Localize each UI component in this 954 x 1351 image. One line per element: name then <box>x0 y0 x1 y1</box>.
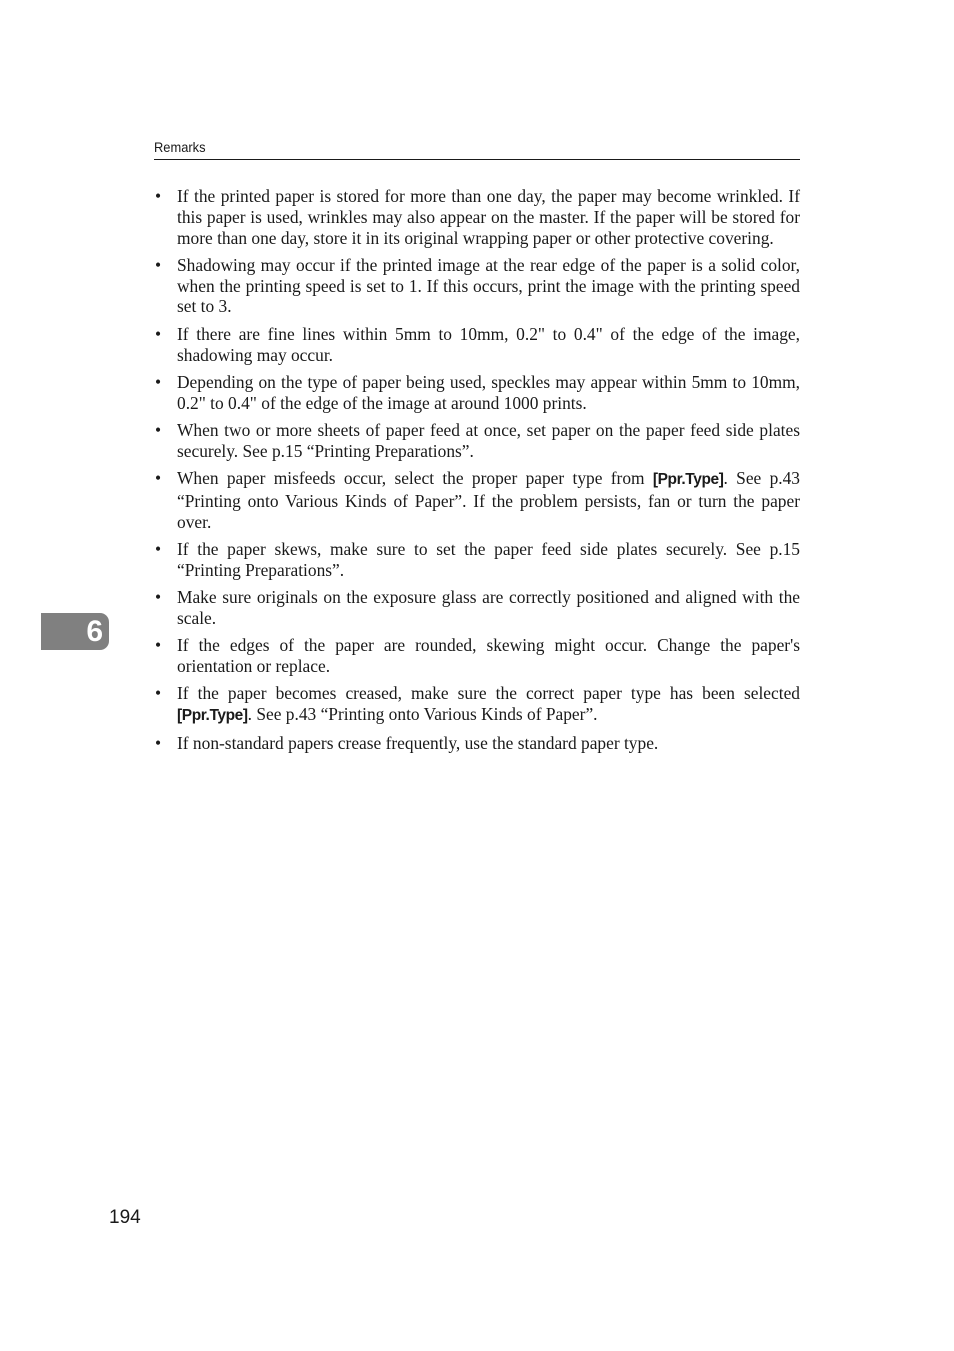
bullet-icon: • <box>155 323 162 344</box>
list-item-text-start: When paper misfeeds occur, select the proper paper type from <box>177 468 653 489</box>
section-title: Remarks <box>154 139 206 155</box>
list-item-text: When two or more sheets of paper feed at once, set paper on the paper feed side plates securely. See p.15 “Printing Preparations”. <box>177 419 800 461</box>
key-label-ppr-type: [Ppr.Type] <box>652 471 724 489</box>
list-item-text: If non-standard papers crease frequently, use the standard paper type. <box>177 733 659 754</box>
list-item <box>154 324 800 366</box>
list-item <box>154 468 800 532</box>
list-item-text: Depending on the type of paper being used, speckles may appear within 5mm to 10mm, 0.2" to 0.4" of the edge of the image at around 1000 prints. <box>177 371 800 413</box>
list-item <box>154 255 800 317</box>
key-label-ppr-type: [Ppr.Type] <box>177 707 248 725</box>
list-item-text-end: . See p.43 “Printing onto Various Kinds of Paper”. If the problem persists, fan or turn the paper over. <box>177 468 800 532</box>
list-item-text-start: If the paper becomes creased, make sure the correct paper type has been selected <box>177 683 800 704</box>
list-item-text: If the paper skews, make sure to set the paper feed side plates securely. See p.15 “Printing Preparations”. <box>177 538 800 580</box>
list-item-text-end: . See p.43 “Printing onto Various Kinds of Paper”. <box>247 704 598 725</box>
list-item <box>154 372 800 414</box>
list-item-text: If the printed paper is stored for more than one day, the paper may become wrinkled. If this paper is used, wrinkles may also appear on the master. If the paper will be stored for more than one day, store it in its original wrapping paper or other protective covering. <box>177 186 800 248</box>
list-item-text: If there are fine lines within 5mm to 10mm, 0.2" to 0.4" of the edge of the image, shadowing may occur. <box>177 323 800 365</box>
list-item-text: Shadowing may occur if the printed image at the rear edge of the paper is a solid color, when the printing speed is set to 1. If this occurs, print the image with the printing speed set to 3. <box>177 254 800 317</box>
bullet-icon: • <box>155 538 162 559</box>
header-rule <box>154 159 800 160</box>
bullet-icon: • <box>155 186 162 206</box>
list-item <box>154 683 800 727</box>
bullet-icon: • <box>155 254 162 275</box>
list-item-text: Make sure originals on the exposure glass are correctly positioned and aligned with the scale. <box>177 587 800 628</box>
bullet-icon: • <box>155 635 162 656</box>
list-item <box>154 587 800 629</box>
chapter-number: 6 <box>86 615 103 648</box>
bullet-icon: • <box>155 419 162 440</box>
list-item <box>154 539 800 581</box>
remarks-list <box>154 186 800 761</box>
page-number: 194 <box>109 1207 141 1228</box>
list-item <box>154 186 800 248</box>
bullet-icon: • <box>155 733 162 754</box>
bullet-icon: • <box>155 587 162 608</box>
bullet-icon: • <box>155 468 162 489</box>
list-item-text: If the edges of the paper are rounded, skewing might occur. Change the paper's orientation or replace. <box>177 635 800 676</box>
list-item <box>154 733 800 754</box>
list-item <box>154 420 800 462</box>
chapter-tab <box>41 613 109 650</box>
list-item <box>154 635 800 677</box>
bullet-icon: • <box>155 683 162 704</box>
bullet-icon: • <box>155 371 162 392</box>
